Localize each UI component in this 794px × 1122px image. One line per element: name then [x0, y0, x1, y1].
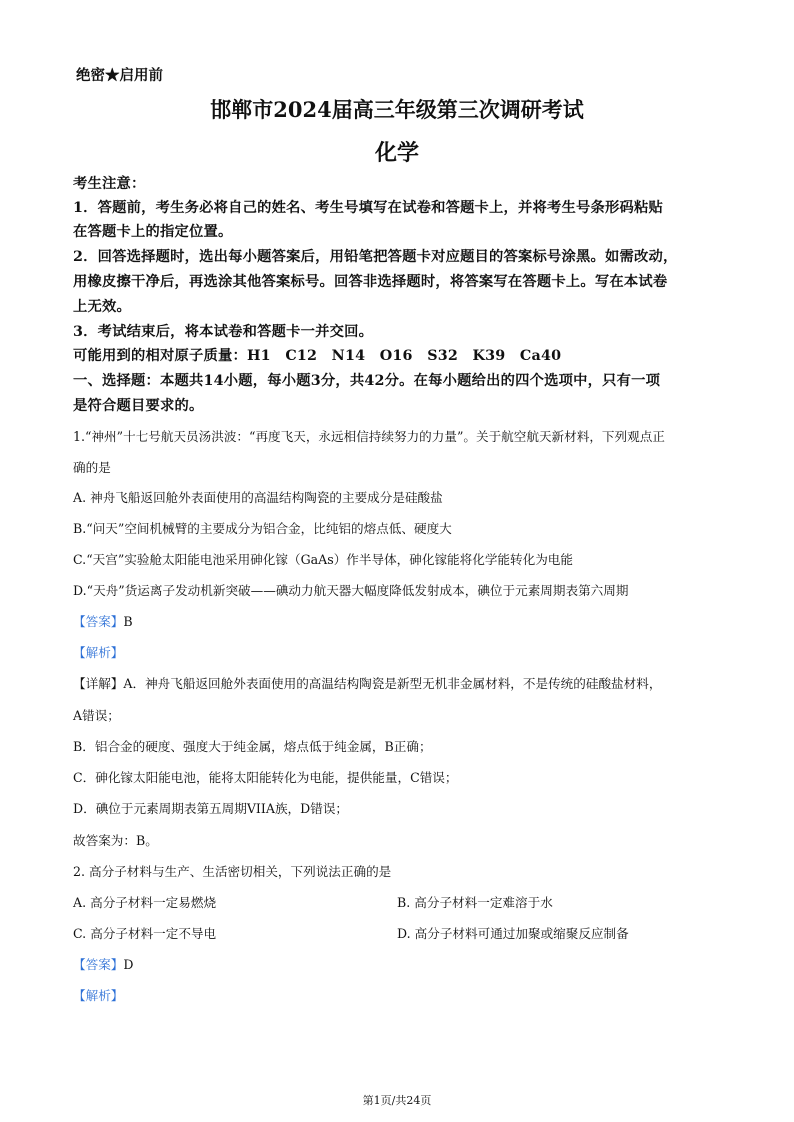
notice-heading: 考生注意：	[73, 176, 146, 192]
q2-answer-value: D	[123, 957, 134, 972]
notice-item-2-line-3: 上无效。	[73, 299, 131, 315]
detail-tag: 【详解】	[73, 676, 124, 691]
section-1-heading-line-2: 是符合题目要求的。	[73, 398, 204, 414]
q1-option-d: D.“天舟”货运离子发动机新突破——碘动力航天器大幅度降低发射成本，碘位于元素周期表第六周期	[73, 583, 629, 598]
q2-option-a: A. 高分子材料一定易燃烧	[73, 895, 217, 910]
q1-analysis-tag: 【解析】	[73, 645, 124, 660]
q2-option-d: D. 高分子材料可通过加聚或缩聚反应制备	[397, 926, 629, 941]
notice-item-1-line-1: 1．答题前，考生务必将自己的姓名、考生号填写在试卷和答题卡上，并将考生号条形码粘贴	[73, 200, 664, 216]
answer-tag: 【答案】	[73, 957, 124, 972]
q1-detail-c: C．砷化镓太阳能电池，能将太阳能转化为电能，提供能量，C错误；	[73, 770, 458, 785]
q1-option-c: C.“天宫”实验舱太阳能电池采用砷化镓（GaAs）作半导体，砷化镓能将化学能转化为电能	[73, 552, 573, 567]
q1-detail-text-1: A．神舟飞船返回舱外表面使用的高温结构陶瓷是新型无机非金属材料，不是传统的硅酸盐材料，	[123, 676, 662, 691]
page-number: 第1页/共24页	[362, 1094, 432, 1107]
q2-analysis-tag: 【解析】	[73, 988, 124, 1003]
q1-option-b: B.“问天”空间机械臂的主要成分为铝合金，比纯铝的熔点低、硬度大	[73, 521, 452, 536]
notice-item-2-line-1: 2．回答选择题时，选出每小题答案后，用铅笔把答题卡对应题目的答案标号涂黑。如需改动，	[73, 249, 678, 265]
notice-item-1-line-2: 在答题卡上的指定位置。	[73, 224, 233, 240]
q2-option-c: C. 高分子材料一定不导电	[73, 926, 217, 941]
q1-answer-value: B	[123, 614, 133, 629]
q2-answer	[73, 954, 133, 973]
exam-title: 邯郸市2024届高三年级第三次调研考试	[210, 97, 584, 122]
subject-title: 化学	[374, 140, 419, 166]
q1-detail-d: D．碘位于元素周期表第五周期VIIA族，D错误；	[73, 801, 349, 816]
answer-tag: 【答案】	[73, 614, 124, 629]
q1-detail-line-2: A错误；	[73, 708, 120, 723]
notice-item-3: 3．考试结束后，将本试卷和答题卡一并交回。	[73, 324, 374, 340]
confidential-mark: 绝密★启用前	[76, 67, 163, 84]
q2-option-b: B. 高分子材料一定难溶于水	[397, 895, 553, 910]
q1-detail-line-1	[73, 673, 661, 692]
q2-stem: 2. 高分子材料与生产、生活密切相关，下列说法正确的是	[73, 864, 392, 879]
q1-option-a: A. 神舟飞船返回舱外表面使用的高温结构陶瓷的主要成分是硅酸盐	[73, 490, 443, 505]
q1-detail-b: B．铝合金的硬度、强度大于纯金属，熔点低于纯金属，B正确；	[73, 739, 432, 754]
notice-item-2-line-2: 用橡皮擦干净后，再选涂其他答案标号。回答非选择题时，将答案写在答题卡上。写在本试卷	[73, 274, 668, 290]
q1-answer	[73, 611, 133, 630]
q1-conclusion: 故答案为：B。	[73, 833, 158, 848]
atomic-mass-line: 可能用到的相对原子质量：H1 C12 N14 O16 S32 K39 Ca40	[73, 348, 562, 364]
section-1-heading-line-1: 一、选择题：本题共14小题，每小题3分，共42分。在每小题给出的四个选项中，只有一项	[73, 373, 661, 389]
q1-stem-line-2: 确的是	[73, 460, 111, 475]
q1-stem-line-1: 1.“神州”十七号航天员汤洪波：“再度飞天，永远相信持续努力的力量”。关于航空航天新材料，下列观点正	[73, 429, 665, 444]
